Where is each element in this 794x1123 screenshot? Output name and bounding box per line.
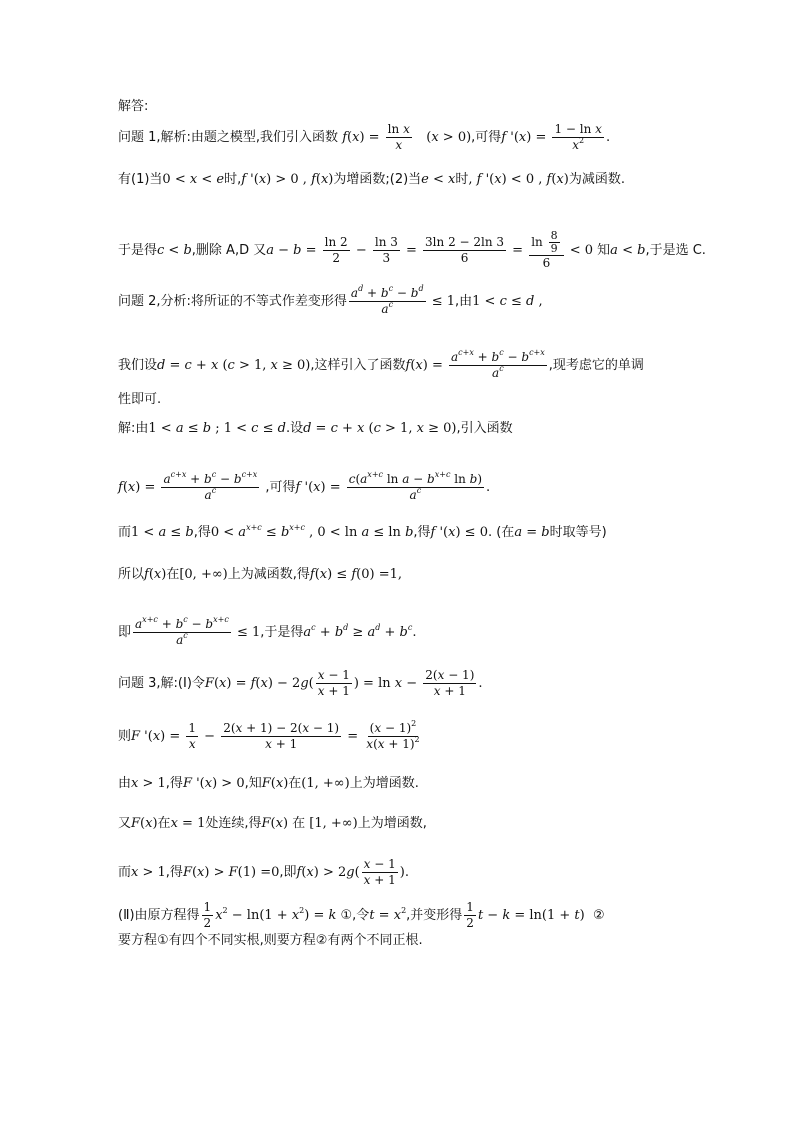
p2-line-2 [118, 350, 644, 381]
math: $t = x^2$ [369, 906, 407, 923]
text: (在 [496, 525, 515, 540]
math: $\frac{1}{2}$ $x^2 - \ln(1 + x^2) = k$ [203, 900, 337, 930]
text: 为增函数;(2)当 [333, 172, 422, 187]
math: 1 < a ≤ b ; 1 < c ≤ d [148, 421, 286, 436]
math: f(x) [144, 567, 167, 582]
p2-line-5 [118, 472, 490, 503]
p2-line-6 [118, 524, 607, 542]
math: f(x) = $\frac{a^{c+x} + b^c - b^{c+x}}{a^c}$ [118, 470, 258, 502]
math: a = b [514, 525, 550, 540]
math: $a^c + b^d \ge a^d + b^c$. [303, 623, 417, 640]
math: [0, +∞) [179, 567, 228, 582]
math: c < b [157, 243, 192, 258]
text: 由 [118, 776, 132, 791]
text: ,删除 A,D 又 [191, 243, 267, 258]
math: F(x) 在 [1, +∞) [261, 816, 358, 831]
text: ,于是得 [260, 625, 304, 640]
math: F(x) [131, 816, 158, 831]
text: (Ⅱ)由原方程得 [118, 908, 200, 923]
text: 于是得 [118, 243, 158, 258]
text: 而 [118, 865, 132, 880]
text: 时取等号) [549, 525, 607, 540]
text: 问题 1,解析:由题之模型,我们引入函数 [118, 130, 339, 145]
text: ,得 [193, 525, 211, 540]
math: F(x) [261, 776, 289, 791]
math: 1 < c ≤ d , [472, 294, 543, 309]
text: 则 [118, 729, 132, 744]
text: 为减函数. [568, 172, 625, 187]
math: x > 1 [131, 776, 166, 791]
text: ,可得 [265, 480, 296, 495]
text: 处连续,得 [205, 816, 262, 831]
text: 在 [166, 567, 180, 582]
math: (1, +∞) [301, 776, 350, 791]
math: f '(x) = $\frac{c(a^{x+c} \ln a - b^{x+c} \ln b)}{a^c}$ . [295, 470, 491, 502]
math: 1 < a ≤ b [131, 525, 194, 540]
text: .设 [285, 421, 304, 436]
text: 知 [597, 243, 611, 258]
text: 所以 [118, 567, 145, 582]
math: x = 1 [170, 816, 206, 831]
math: f(x) > 2g( $\frac{x - 1}{x + 1}$ ). [296, 857, 409, 887]
text: ,这样引入了函数 [310, 358, 406, 373]
math: $\frac{a^d + b^c - b^d}{a^c}$ ≤ 1 [350, 284, 455, 316]
text: ,即 [279, 865, 297, 880]
text: ,得 [413, 525, 431, 540]
p1-line-1 [118, 122, 610, 153]
math: $0 < a^{x+c} \le b^{x+c}$ , 0 < ln a ≤ ln b [210, 523, 414, 540]
text: 问题 2,分析:将所证的不等式作差变形得 [118, 294, 347, 309]
text: 在 [288, 776, 302, 791]
text: 上为增函数. [349, 776, 419, 791]
text: ,由 [455, 294, 473, 309]
math: F '(x) > 0 [182, 776, 245, 791]
math: F(x) = f(x) − 2g( $\frac{x - 1}{x + 1}$ ) = ln x − $\frac{2(x - 1)}{x + 1}$ . [204, 668, 483, 698]
text: 又 [118, 816, 132, 831]
math: F(x) > F(1) =0 [182, 865, 280, 880]
text: 解:由 [118, 421, 149, 436]
math: f '(x) ≤ 0. [430, 525, 497, 540]
math: x > 1 [131, 865, 166, 880]
math: F '(x) = $\frac{1}{x}$ − $\frac{2(x + 1) - 2(x - 1)}{x + 1}$ = $\frac{(x - 1)^2}{x(x + 1)^2}$ [131, 719, 420, 751]
p2-line-8 [118, 617, 416, 648]
p2-line-4 [118, 420, 513, 438]
math: f(x) = $\frac{a^{c+x} + b^c - b^{c+x}}{a^c}$ [405, 348, 545, 380]
math: d = c + x (c > 1, x ≥ 0) [303, 421, 457, 436]
text: 上为增函数, [357, 816, 427, 831]
p1-line-3 [118, 230, 706, 271]
p2-line-1 [118, 286, 543, 317]
text: ①,令 [340, 908, 370, 923]
text: ,于是选 C. [645, 243, 706, 258]
p2-line-7 [118, 566, 402, 584]
math: d = c + x (c > 1, x ≥ 0) [157, 358, 311, 373]
text: ② [593, 908, 605, 923]
text: 我们设 [118, 358, 158, 373]
text: 有(1)当 [118, 172, 163, 187]
math: f(x) = $\frac{\text{ln x}}{x}$ (x > 0) [342, 122, 472, 152]
text: 问题 3,解:(Ⅰ)令 [118, 676, 205, 691]
text: ,并变形得 [406, 908, 463, 923]
math: $\frac{a^{x+c} + b^c - b^{x+c}}{a^c}$ ≤ 1 [135, 615, 261, 647]
text: ,知 [244, 776, 262, 791]
math: a < b [610, 243, 646, 258]
math: a − b = $\frac{\ln 2}{2}$ − $\frac{\ln 3}{3}$ = $\frac{3\ln 2 - 2\ln 3}{6}$ = ln $\frac{8}{9}$ 6 < 0 [266, 229, 598, 270]
math: $\frac{1}{2}$ t − k = ln(1 + t) [466, 900, 593, 930]
text: 时, [224, 172, 242, 187]
math: 0 < x < e [162, 172, 225, 187]
p3-line-7: 要方程①有四个不同实根,则要方程②有两个不同正根. [118, 933, 423, 948]
p3-line-4 [118, 815, 427, 833]
p3-line-2 [118, 721, 424, 752]
text: 在 [157, 816, 171, 831]
heading: 解答: [118, 99, 149, 114]
text: ,得 [165, 776, 183, 791]
p3-line-1 [118, 668, 483, 699]
text: 上为减函数,得 [227, 567, 310, 582]
p1-line-2 [118, 171, 625, 189]
text: ,得 [165, 865, 183, 880]
math: f '(x) = $\frac{\text{1 − ln x}}{x^2}$ . [501, 122, 611, 152]
text: 而 [118, 525, 132, 540]
math: e < x时, f '(x) < 0 , f(x) [421, 172, 569, 187]
p3-line-5 [118, 857, 409, 888]
math: f(x) ≤ f(0) =1, [309, 567, 403, 582]
text: 即 [118, 625, 132, 640]
text: ,现考虑它的单调 [548, 358, 644, 373]
math: f '(x) > 0 , f(x) [241, 172, 334, 187]
p3-line-3 [118, 775, 419, 793]
text: ,引入函数 [456, 421, 513, 436]
text: ,可得 [471, 130, 502, 145]
p3-line-6 [118, 900, 605, 931]
p2-line-3: 性即可. [118, 392, 162, 407]
